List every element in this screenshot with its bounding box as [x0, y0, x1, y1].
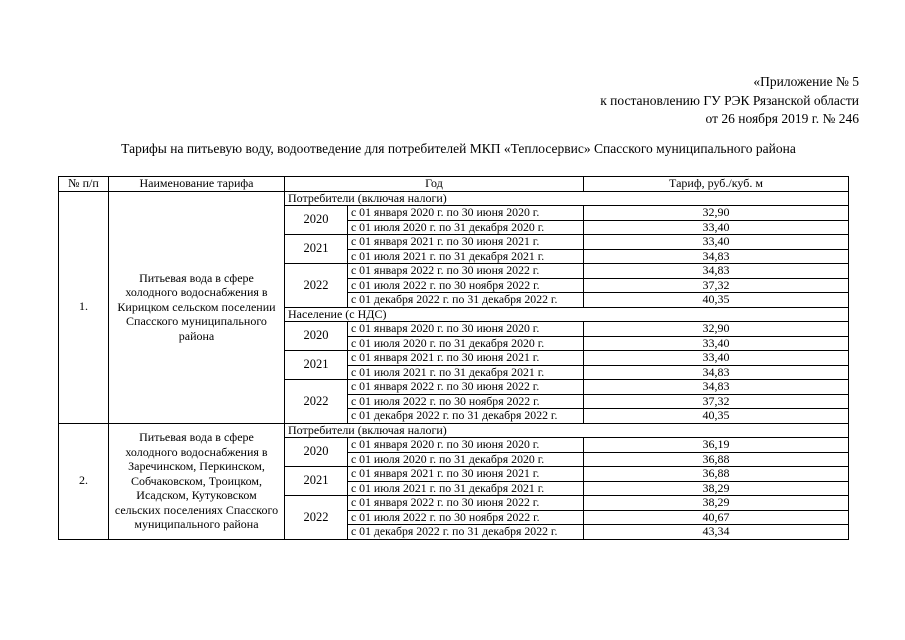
- period-cell: с 01 июля 2021 г. по 31 декабря 2021 г.: [348, 365, 584, 380]
- period-cell: с 01 декабря 2022 г. по 31 декабря 2022 г.: [348, 525, 584, 540]
- year-cell: 2021: [285, 467, 348, 496]
- rate-cell: 32,90: [584, 322, 849, 337]
- rate-cell: 36,88: [584, 452, 849, 467]
- period-cell: с 01 июля 2020 г. по 31 декабря 2020 г.: [348, 336, 584, 351]
- table-row: [59, 423, 849, 438]
- table-header-row: [59, 177, 849, 192]
- year-cell: 2021: [285, 235, 348, 264]
- period-cell: с 01 июля 2020 г. по 31 декабря 2020 г.: [348, 452, 584, 467]
- rate-cell: 38,29: [584, 481, 849, 496]
- document-title: Тарифы на питьевую воду, водоотведение для потребителей МКП «Теплосервис» Спасского муниципального района: [121, 141, 796, 156]
- period-cell: с 01 июля 2021 г. по 31 декабря 2021 г.: [348, 249, 584, 264]
- rate-cell: 40,67: [584, 510, 849, 525]
- appendix-line-2: к постановлению ГУ РЭК Рязанской области: [600, 92, 859, 108]
- period-cell: с 01 января 2021 г. по 30 июня 2021 г.: [348, 235, 584, 250]
- period-cell: с 01 июля 2020 г. по 31 декабря 2020 г.: [348, 220, 584, 235]
- rate-cell: 38,29: [584, 496, 849, 511]
- header-rate: Тариф, руб./куб. м: [584, 177, 849, 192]
- rate-cell: 34,83: [584, 380, 849, 395]
- rate-cell: 34,83: [584, 264, 849, 279]
- period-cell: с 01 июля 2022 г. по 30 ноября 2022 г.: [348, 278, 584, 293]
- header-year: Год: [285, 177, 584, 192]
- period-cell: с 01 июля 2022 г. по 30 ноября 2022 г.: [348, 394, 584, 409]
- year-cell: 2022: [285, 380, 348, 424]
- table-row: [59, 191, 849, 206]
- rate-cell: 33,40: [584, 336, 849, 351]
- consumer-group-label: Население (с НДС): [285, 307, 849, 322]
- header-number: № п/п: [59, 177, 109, 192]
- rate-cell: 36,88: [584, 467, 849, 482]
- tariff-name: Питьевая вода в сфере холодного водоснабжения в Кирицком сельском поселении Спасского муниципального района: [109, 191, 285, 423]
- rate-cell: 32,90: [584, 206, 849, 221]
- year-cell: 2020: [285, 206, 348, 235]
- item-number: 2.: [59, 423, 109, 539]
- period-cell: с 01 декабря 2022 г. по 31 декабря 2022 г.: [348, 293, 584, 308]
- rate-cell: 37,32: [584, 394, 849, 409]
- year-cell: 2022: [285, 264, 348, 308]
- appendix-line-1: «Приложение № 5: [753, 74, 859, 89]
- consumer-group-label: Потребители (включая налоги): [285, 191, 849, 206]
- header-tariff-name: Наименование тарифа: [109, 177, 285, 192]
- rate-cell: 40,35: [584, 409, 849, 424]
- period-cell: с 01 января 2020 г. по 30 июня 2020 г.: [348, 322, 584, 337]
- rate-cell: 34,83: [584, 365, 849, 380]
- year-cell: 2020: [285, 438, 348, 467]
- period-cell: с 01 января 2022 г. по 30 июня 2022 г.: [348, 496, 584, 511]
- tariff-name: Питьевая вода в сфере холодного водоснабжения в Заречинском, Перкинском, Собчаковском, Троицком, Исадском, Кутуковском сельских поселениях Спасского муниципального района: [109, 423, 285, 539]
- appendix-reference: [600, 73, 859, 129]
- tariff-table: [58, 176, 849, 540]
- table-body: [59, 191, 849, 539]
- consumer-group-label: Потребители (включая налоги): [285, 423, 849, 438]
- period-cell: с 01 июля 2022 г. по 30 ноября 2022 г.: [348, 510, 584, 525]
- rate-cell: 43,34: [584, 525, 849, 540]
- rate-cell: 33,40: [584, 235, 849, 250]
- period-cell: с 01 июля 2021 г. по 31 декабря 2021 г.: [348, 481, 584, 496]
- period-cell: с 01 января 2022 г. по 30 июня 2022 г.: [348, 380, 584, 395]
- period-cell: с 01 января 2022 г. по 30 июня 2022 г.: [348, 264, 584, 279]
- item-number: 1.: [59, 191, 109, 423]
- period-cell: с 01 января 2020 г. по 30 июня 2020 г.: [348, 438, 584, 453]
- year-cell: 2022: [285, 496, 348, 540]
- rate-cell: 34,83: [584, 249, 849, 264]
- rate-cell: 37,32: [584, 278, 849, 293]
- period-cell: с 01 декабря 2022 г. по 31 декабря 2022 г.: [348, 409, 584, 424]
- year-cell: 2020: [285, 322, 348, 351]
- rate-cell: 33,40: [584, 351, 849, 366]
- year-cell: 2021: [285, 351, 348, 380]
- appendix-line-3: от 26 ноября 2019 г. № 246: [705, 111, 859, 126]
- period-cell: с 01 января 2021 г. по 30 июня 2021 г.: [348, 351, 584, 366]
- rate-cell: 40,35: [584, 293, 849, 308]
- period-cell: с 01 января 2021 г. по 30 июня 2021 г.: [348, 467, 584, 482]
- rate-cell: 36,19: [584, 438, 849, 453]
- rate-cell: 33,40: [584, 220, 849, 235]
- period-cell: с 01 января 2020 г. по 30 июня 2020 г.: [348, 206, 584, 221]
